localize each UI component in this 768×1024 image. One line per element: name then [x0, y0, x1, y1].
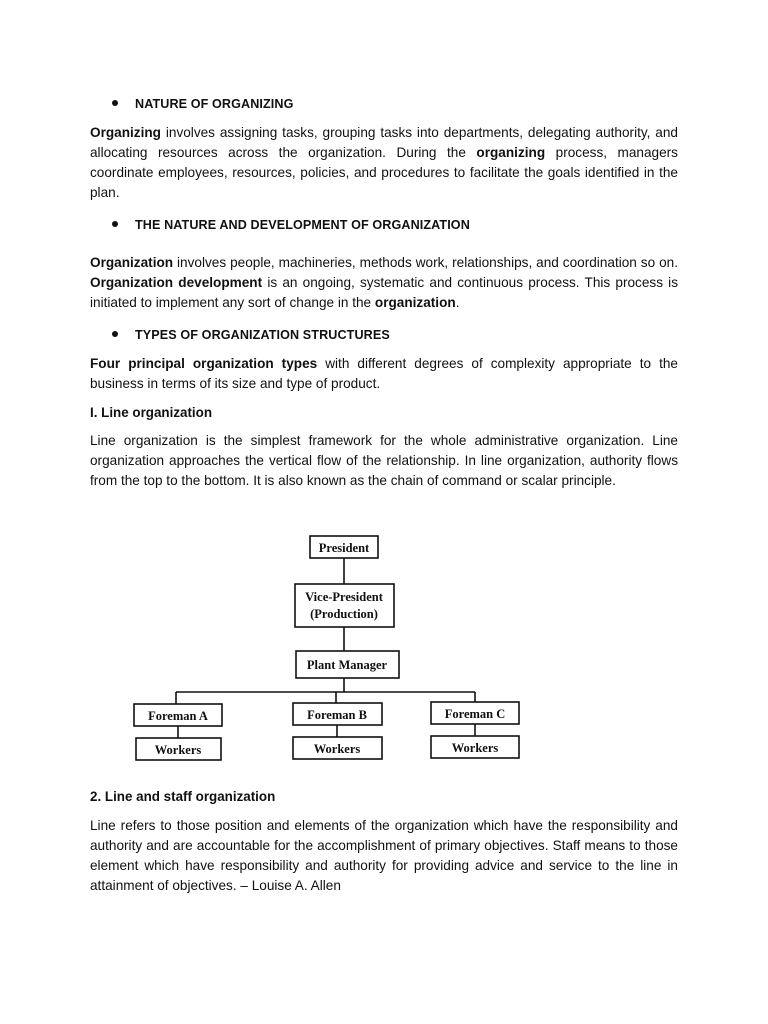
subheading-line-organization: I. Line organization [90, 405, 213, 420]
text-span: is an ongoing, systematic and continuous process. This process is initiated to implement any sort of change in the [90, 275, 678, 310]
bullet-icon [112, 221, 118, 227]
plant-manager-label: Plant Manager [306, 658, 388, 672]
bold-term: Organization development [90, 275, 263, 290]
paragraph-types [90, 354, 678, 394]
text-span: involves assigning tasks, grouping tasks into departments, delegating authority, and allocating resources across the organization. During the [90, 125, 678, 160]
foreman-a-label: Foreman A [148, 709, 208, 723]
paragraph-line-and-staff: Line refers to those position and elements of the organization which have the responsibility and authority and are accountable for the accomplishment of primary objectives. Staff means to those element which have responsibility and authority for providing advice and service to the line in attainment of objectives. – Louise A. Allen [90, 818, 678, 893]
bold-term: organization [374, 295, 456, 310]
president-label: President [318, 541, 370, 555]
vice-president-label-line2: (Production) [310, 607, 378, 621]
bold-term: organizing [476, 145, 546, 160]
text-span: with different degrees of complexity appropriate to the business in terms of its size and type of product. [90, 356, 678, 391]
foreman-c-label: Foreman C [444, 707, 506, 721]
paragraph-development [90, 253, 678, 313]
text-span: process, managers coordinate employees, resources, policies, and procedures to facilitate the goals identified in the plan. [90, 145, 678, 200]
heading-text: NATURE OF ORGANIZING [135, 97, 294, 111]
subheading-line-and-staff: 2. Line and staff organization [90, 789, 276, 804]
heading-text: THE NATURE AND DEVELOPMENT OF ORGANIZATION [135, 218, 470, 232]
bullet-icon [112, 331, 118, 337]
foreman-b-label: Foreman B [307, 708, 367, 722]
workers-b-label: Workers [313, 742, 361, 756]
bullet-icon [112, 100, 118, 106]
bold-term: Organization [90, 255, 174, 270]
heading-text: TYPES OF ORGANIZATION STRUCTURES [135, 328, 390, 342]
bold-term: Organizing [90, 125, 161, 140]
workers-a-label: Workers [154, 743, 202, 757]
heading-nature-and-development [112, 215, 470, 235]
text-span: . [455, 295, 460, 310]
vice-president-label-line1: Vice-President [305, 590, 383, 604]
paragraph-line-organization: Line organization is the simplest framework for the whole administrative organization. Line organization approaches the vertical flow of the relationship. In line organization, authority flows from the top to the bottom. It is also known as the chain of command or scalar principle. [90, 433, 678, 488]
heading-types-of-structures [112, 325, 390, 345]
line-organization-chart [120, 528, 540, 768]
bold-term: Four principal organization types [90, 356, 318, 371]
paragraph-nature-of-organizing [90, 123, 678, 203]
workers-c-label: Workers [451, 741, 499, 755]
text-span: involves people, machineries, methods work, relationships, and coordination so on. [173, 255, 678, 270]
heading-nature-of-organizing [112, 94, 293, 114]
